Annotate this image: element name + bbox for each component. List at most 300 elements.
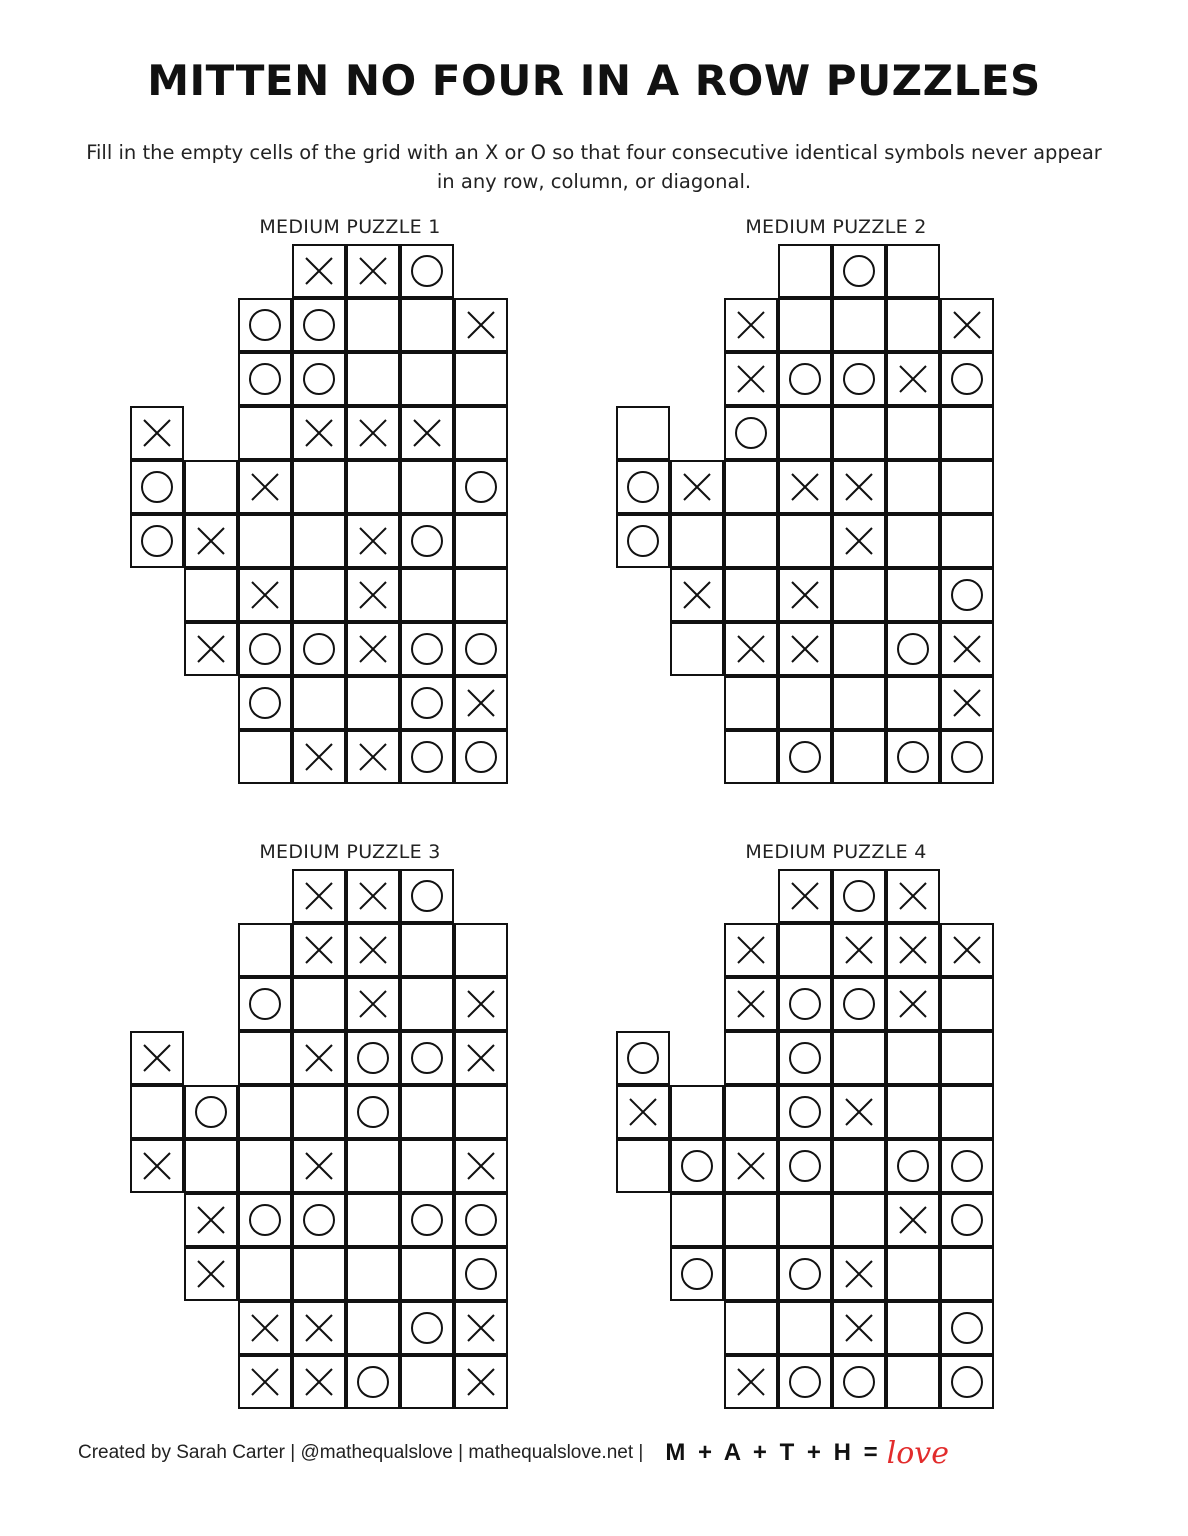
grid-cell bbox=[778, 622, 832, 676]
grid-cell bbox=[400, 406, 454, 460]
grid-cell[interactable] bbox=[940, 460, 994, 514]
grid-cell bbox=[184, 622, 238, 676]
o-mark bbox=[402, 624, 452, 674]
grid-cell[interactable] bbox=[454, 923, 508, 977]
o-mark bbox=[942, 354, 992, 404]
grid-cell[interactable] bbox=[400, 977, 454, 1031]
x-mark bbox=[780, 570, 830, 620]
grid-cell[interactable] bbox=[886, 1355, 940, 1409]
grid-cell[interactable] bbox=[292, 977, 346, 1031]
grid-cell[interactable] bbox=[616, 406, 670, 460]
grid-cell bbox=[238, 298, 292, 352]
o-mark bbox=[240, 300, 290, 350]
x-mark bbox=[942, 925, 992, 975]
grid-cell bbox=[400, 676, 454, 730]
o-mark bbox=[456, 624, 506, 674]
grid-cell[interactable] bbox=[778, 676, 832, 730]
grid-cell[interactable] bbox=[238, 406, 292, 460]
x-mark bbox=[294, 1303, 344, 1353]
grid-cell bbox=[184, 1085, 238, 1139]
grid-cell bbox=[292, 406, 346, 460]
footer-credit: Created by Sarah Carter | @mathequalslove | mathequalslove.net | bbox=[78, 1442, 644, 1463]
o-mark bbox=[780, 1249, 830, 1299]
grid-cell bbox=[184, 1193, 238, 1247]
grid-cell[interactable] bbox=[886, 568, 940, 622]
grid-cell[interactable] bbox=[400, 298, 454, 352]
grid-cell bbox=[454, 1301, 508, 1355]
grid-cell bbox=[940, 730, 994, 784]
puzzle-3 bbox=[130, 841, 508, 1421]
grid-cell[interactable] bbox=[778, 514, 832, 568]
grid-cell bbox=[130, 406, 184, 460]
grid-cell bbox=[832, 1301, 886, 1355]
grid-cell[interactable] bbox=[292, 1085, 346, 1139]
x-mark bbox=[456, 1357, 506, 1407]
x-mark bbox=[456, 1141, 506, 1191]
grid-cell[interactable] bbox=[346, 298, 400, 352]
puzzle-grid bbox=[616, 869, 994, 1409]
grid-cell[interactable] bbox=[400, 1355, 454, 1409]
grid-cell[interactable] bbox=[292, 460, 346, 514]
x-mark bbox=[726, 1141, 776, 1191]
x-mark bbox=[942, 678, 992, 728]
o-mark bbox=[348, 1033, 398, 1083]
grid-cell[interactable] bbox=[886, 460, 940, 514]
grid-cell bbox=[346, 869, 400, 923]
grid-cell bbox=[778, 977, 832, 1031]
grid-cell bbox=[778, 1031, 832, 1085]
grid-cell bbox=[238, 1193, 292, 1247]
grid-cell bbox=[778, 730, 832, 784]
puzzle-label: MEDIUM PUZZLE 2 bbox=[745, 216, 927, 238]
grid-cell bbox=[454, 1193, 508, 1247]
x-mark bbox=[834, 516, 884, 566]
o-mark bbox=[240, 678, 290, 728]
grid-cell[interactable] bbox=[670, 622, 724, 676]
o-mark bbox=[888, 1141, 938, 1191]
grid-cell[interactable] bbox=[400, 1085, 454, 1139]
grid-cell[interactable] bbox=[886, 514, 940, 568]
grid-cell bbox=[400, 514, 454, 568]
grid-cell[interactable] bbox=[184, 1139, 238, 1193]
grid-cell[interactable] bbox=[238, 514, 292, 568]
grid-cell[interactable] bbox=[454, 514, 508, 568]
grid-cell[interactable] bbox=[886, 1085, 940, 1139]
grid-cell bbox=[940, 352, 994, 406]
grid-cell bbox=[940, 622, 994, 676]
o-mark bbox=[294, 1195, 344, 1245]
grid-cell bbox=[724, 352, 778, 406]
grid-cell bbox=[238, 977, 292, 1031]
grid-cell[interactable] bbox=[940, 406, 994, 460]
x-mark bbox=[780, 624, 830, 674]
puzzle-grid bbox=[616, 244, 994, 784]
grid-cell bbox=[886, 923, 940, 977]
x-mark bbox=[456, 979, 506, 1029]
x-mark bbox=[942, 624, 992, 674]
grid-cell[interactable] bbox=[886, 1031, 940, 1085]
grid-cell bbox=[346, 1085, 400, 1139]
grid-cell[interactable] bbox=[400, 923, 454, 977]
o-mark bbox=[294, 300, 344, 350]
x-mark bbox=[294, 408, 344, 458]
grid-cell bbox=[454, 676, 508, 730]
grid-cell[interactable] bbox=[454, 406, 508, 460]
grid-cell[interactable] bbox=[778, 923, 832, 977]
o-mark bbox=[294, 624, 344, 674]
grid-cell bbox=[724, 406, 778, 460]
grid-cell[interactable] bbox=[940, 1247, 994, 1301]
x-mark bbox=[348, 871, 398, 921]
grid-cell[interactable] bbox=[886, 1247, 940, 1301]
o-mark bbox=[834, 1357, 884, 1407]
o-mark bbox=[402, 516, 452, 566]
grid-cell[interactable] bbox=[184, 568, 238, 622]
x-mark bbox=[888, 354, 938, 404]
x-mark bbox=[348, 516, 398, 566]
o-mark bbox=[240, 354, 290, 404]
grid-cell[interactable] bbox=[886, 298, 940, 352]
o-mark bbox=[618, 1033, 668, 1083]
grid-cell bbox=[454, 1355, 508, 1409]
x-mark bbox=[726, 354, 776, 404]
grid-cell bbox=[346, 977, 400, 1031]
o-mark bbox=[618, 516, 668, 566]
grid-cell bbox=[778, 460, 832, 514]
x-mark bbox=[186, 1195, 236, 1245]
grid-cell bbox=[130, 1031, 184, 1085]
puzzle-grid bbox=[130, 869, 508, 1409]
grid-cell bbox=[724, 622, 778, 676]
grid-cell bbox=[292, 923, 346, 977]
grid-cell bbox=[346, 1031, 400, 1085]
x-mark bbox=[348, 246, 398, 296]
x-mark bbox=[888, 1195, 938, 1245]
grid-cell[interactable] bbox=[724, 676, 778, 730]
grid-cell[interactable] bbox=[940, 1085, 994, 1139]
grid-cell bbox=[292, 1193, 346, 1247]
grid-cell bbox=[940, 1139, 994, 1193]
o-mark bbox=[456, 1249, 506, 1299]
grid-cell bbox=[238, 676, 292, 730]
o-mark bbox=[834, 979, 884, 1029]
grid-cell bbox=[184, 1247, 238, 1301]
grid-cell[interactable] bbox=[724, 1193, 778, 1247]
grid-cell bbox=[616, 514, 670, 568]
x-mark bbox=[834, 462, 884, 512]
grid-cell[interactable] bbox=[454, 568, 508, 622]
grid-cell[interactable] bbox=[886, 406, 940, 460]
grid-cell bbox=[454, 298, 508, 352]
x-mark bbox=[294, 1141, 344, 1191]
o-mark bbox=[672, 1249, 722, 1299]
x-mark bbox=[240, 1357, 290, 1407]
grid-cell[interactable] bbox=[832, 730, 886, 784]
grid-cell bbox=[454, 1031, 508, 1085]
grid-cell bbox=[400, 869, 454, 923]
grid-cell bbox=[292, 1355, 346, 1409]
grid-cell bbox=[346, 730, 400, 784]
grid-cell bbox=[400, 730, 454, 784]
grid-cell[interactable] bbox=[940, 514, 994, 568]
grid-cell[interactable] bbox=[832, 622, 886, 676]
instructions: Fill in the empty cells of the grid with an X or O so that four consecutive identical symbols never appear in any row, column, or diagonal. bbox=[86, 141, 1102, 193]
o-mark bbox=[834, 246, 884, 296]
o-mark bbox=[942, 732, 992, 782]
grid-cell bbox=[454, 1247, 508, 1301]
grid-cell bbox=[832, 514, 886, 568]
o-mark bbox=[888, 732, 938, 782]
grid-cell bbox=[130, 514, 184, 568]
grid-cell bbox=[832, 460, 886, 514]
o-mark bbox=[402, 871, 452, 921]
grid-cell bbox=[886, 1139, 940, 1193]
grid-cell bbox=[346, 406, 400, 460]
x-mark bbox=[834, 925, 884, 975]
grid-cell bbox=[940, 676, 994, 730]
grid-cell[interactable] bbox=[346, 1247, 400, 1301]
grid-cell[interactable] bbox=[238, 1085, 292, 1139]
grid-cell[interactable] bbox=[778, 244, 832, 298]
o-mark bbox=[780, 1141, 830, 1191]
o-mark bbox=[942, 1357, 992, 1407]
grid-cell bbox=[292, 730, 346, 784]
grid-cell[interactable] bbox=[292, 676, 346, 730]
x-mark bbox=[726, 925, 776, 975]
o-mark bbox=[942, 570, 992, 620]
grid-cell[interactable] bbox=[346, 1193, 400, 1247]
grid-cell[interactable] bbox=[400, 352, 454, 406]
grid-cell bbox=[670, 1247, 724, 1301]
grid-cell[interactable] bbox=[940, 977, 994, 1031]
grid-cell bbox=[778, 1355, 832, 1409]
x-mark bbox=[888, 979, 938, 1029]
x-mark bbox=[618, 1087, 668, 1137]
o-mark bbox=[780, 732, 830, 782]
grid-cell bbox=[238, 1301, 292, 1355]
grid-cell bbox=[292, 352, 346, 406]
grid-cell[interactable] bbox=[832, 1193, 886, 1247]
grid-cell bbox=[346, 1355, 400, 1409]
grid-cell[interactable] bbox=[454, 1085, 508, 1139]
grid-cell[interactable] bbox=[778, 298, 832, 352]
x-mark bbox=[132, 1033, 182, 1083]
grid-cell[interactable] bbox=[724, 1301, 778, 1355]
grid-cell bbox=[724, 298, 778, 352]
o-mark bbox=[942, 1195, 992, 1245]
grid-cell bbox=[616, 1085, 670, 1139]
o-mark bbox=[348, 1087, 398, 1137]
grid-cell[interactable] bbox=[238, 923, 292, 977]
o-mark bbox=[402, 678, 452, 728]
o-mark bbox=[456, 1195, 506, 1245]
grid-cell[interactable] bbox=[832, 1031, 886, 1085]
grid-cell bbox=[670, 568, 724, 622]
grid-cell[interactable] bbox=[670, 1085, 724, 1139]
grid-cell[interactable] bbox=[832, 1139, 886, 1193]
o-mark bbox=[132, 462, 182, 512]
grid-cell[interactable] bbox=[346, 1139, 400, 1193]
x-mark bbox=[726, 979, 776, 1029]
x-mark bbox=[402, 408, 452, 458]
grid-cell bbox=[940, 1355, 994, 1409]
grid-cell bbox=[292, 622, 346, 676]
grid-cell bbox=[778, 1139, 832, 1193]
grid-cell[interactable] bbox=[130, 1085, 184, 1139]
grid-cell[interactable] bbox=[724, 514, 778, 568]
grid-cell[interactable] bbox=[832, 568, 886, 622]
grid-cell[interactable] bbox=[454, 352, 508, 406]
x-mark bbox=[672, 570, 722, 620]
o-mark bbox=[456, 732, 506, 782]
o-mark bbox=[294, 354, 344, 404]
o-mark bbox=[402, 732, 452, 782]
x-mark bbox=[834, 1249, 884, 1299]
x-mark bbox=[348, 732, 398, 782]
grid-cell[interactable] bbox=[346, 460, 400, 514]
grid-cell bbox=[832, 1085, 886, 1139]
grid-cell bbox=[346, 622, 400, 676]
grid-cell bbox=[400, 1193, 454, 1247]
grid-cell[interactable] bbox=[238, 1247, 292, 1301]
puzzle-1 bbox=[130, 216, 508, 796]
x-mark bbox=[348, 925, 398, 975]
grid-cell[interactable] bbox=[832, 676, 886, 730]
x-mark bbox=[186, 1249, 236, 1299]
x-mark bbox=[294, 925, 344, 975]
grid-cell[interactable] bbox=[670, 514, 724, 568]
grid-cell bbox=[292, 298, 346, 352]
grid-cell bbox=[724, 977, 778, 1031]
grid-cell[interactable] bbox=[832, 298, 886, 352]
x-mark bbox=[294, 246, 344, 296]
grid-cell[interactable] bbox=[886, 1301, 940, 1355]
grid-cell bbox=[886, 977, 940, 1031]
grid-cell bbox=[292, 869, 346, 923]
grid-cell[interactable] bbox=[724, 1085, 778, 1139]
x-mark bbox=[132, 1141, 182, 1191]
grid-cell bbox=[184, 514, 238, 568]
grid-cell bbox=[238, 1355, 292, 1409]
puzzle-label: MEDIUM PUZZLE 4 bbox=[745, 841, 927, 863]
grid-cell[interactable] bbox=[238, 1031, 292, 1085]
grid-cell[interactable] bbox=[778, 1301, 832, 1355]
grid-cell bbox=[886, 352, 940, 406]
x-mark bbox=[780, 871, 830, 921]
puzzle-label: MEDIUM PUZZLE 1 bbox=[259, 216, 441, 238]
o-mark bbox=[402, 1195, 452, 1245]
o-mark bbox=[456, 462, 506, 512]
x-mark bbox=[942, 300, 992, 350]
grid-cell[interactable] bbox=[292, 568, 346, 622]
x-mark bbox=[726, 300, 776, 350]
grid-cell bbox=[778, 1085, 832, 1139]
o-mark bbox=[348, 1357, 398, 1407]
grid-cell[interactable] bbox=[400, 568, 454, 622]
grid-cell bbox=[886, 869, 940, 923]
x-mark bbox=[348, 979, 398, 1029]
grid-cell bbox=[778, 352, 832, 406]
o-mark bbox=[132, 516, 182, 566]
grid-cell bbox=[670, 1139, 724, 1193]
grid-cell[interactable] bbox=[724, 1031, 778, 1085]
grid-cell bbox=[400, 1031, 454, 1085]
grid-cell bbox=[832, 244, 886, 298]
x-mark bbox=[294, 871, 344, 921]
grid-cell bbox=[940, 298, 994, 352]
grid-cell bbox=[832, 977, 886, 1031]
grid-cell[interactable] bbox=[346, 1301, 400, 1355]
grid-cell[interactable] bbox=[238, 1139, 292, 1193]
puzzle-label: MEDIUM PUZZLE 3 bbox=[259, 841, 441, 863]
x-mark bbox=[780, 462, 830, 512]
grid-cell[interactable] bbox=[886, 244, 940, 298]
grid-cell[interactable] bbox=[292, 1247, 346, 1301]
grid-cell[interactable] bbox=[724, 568, 778, 622]
grid-cell[interactable] bbox=[886, 676, 940, 730]
grid-cell bbox=[454, 730, 508, 784]
o-mark bbox=[942, 1141, 992, 1191]
grid-cell bbox=[454, 460, 508, 514]
grid-cell[interactable] bbox=[724, 1247, 778, 1301]
grid-cell[interactable] bbox=[778, 1193, 832, 1247]
x-mark bbox=[456, 1033, 506, 1083]
grid-cell bbox=[886, 730, 940, 784]
grid-cell bbox=[130, 460, 184, 514]
grid-cell bbox=[454, 977, 508, 1031]
grid-cell[interactable] bbox=[400, 1139, 454, 1193]
grid-cell[interactable] bbox=[238, 730, 292, 784]
grid-cell[interactable] bbox=[724, 460, 778, 514]
o-mark bbox=[888, 624, 938, 674]
grid-cell bbox=[346, 568, 400, 622]
grid-cell bbox=[292, 1301, 346, 1355]
grid-cell[interactable] bbox=[940, 1031, 994, 1085]
grid-cell[interactable] bbox=[346, 352, 400, 406]
footer bbox=[78, 1433, 1138, 1473]
puzzle-grid bbox=[130, 244, 508, 784]
grid-cell bbox=[238, 352, 292, 406]
footer-brand-logo: M + A + T + H = bbox=[665, 1439, 881, 1466]
grid-cell[interactable] bbox=[184, 460, 238, 514]
grid-cell bbox=[886, 622, 940, 676]
grid-cell[interactable] bbox=[616, 1139, 670, 1193]
o-mark bbox=[402, 246, 452, 296]
x-mark bbox=[294, 732, 344, 782]
grid-cell bbox=[292, 1139, 346, 1193]
grid-cell[interactable] bbox=[346, 676, 400, 730]
grid-cell[interactable] bbox=[724, 730, 778, 784]
grid-cell[interactable] bbox=[778, 406, 832, 460]
grid-cell bbox=[832, 1355, 886, 1409]
grid-cell[interactable] bbox=[670, 1193, 724, 1247]
grid-cell[interactable] bbox=[400, 460, 454, 514]
grid-cell[interactable] bbox=[400, 1247, 454, 1301]
grid-cell[interactable] bbox=[832, 406, 886, 460]
o-mark bbox=[780, 354, 830, 404]
puzzle-2 bbox=[616, 216, 994, 796]
x-mark bbox=[294, 1357, 344, 1407]
x-mark bbox=[240, 1303, 290, 1353]
o-mark bbox=[240, 979, 290, 1029]
grid-cell bbox=[832, 352, 886, 406]
x-mark bbox=[888, 871, 938, 921]
x-mark bbox=[186, 516, 236, 566]
grid-cell bbox=[940, 1193, 994, 1247]
puzzle-4 bbox=[616, 841, 994, 1421]
grid-cell[interactable] bbox=[292, 514, 346, 568]
x-mark bbox=[240, 462, 290, 512]
